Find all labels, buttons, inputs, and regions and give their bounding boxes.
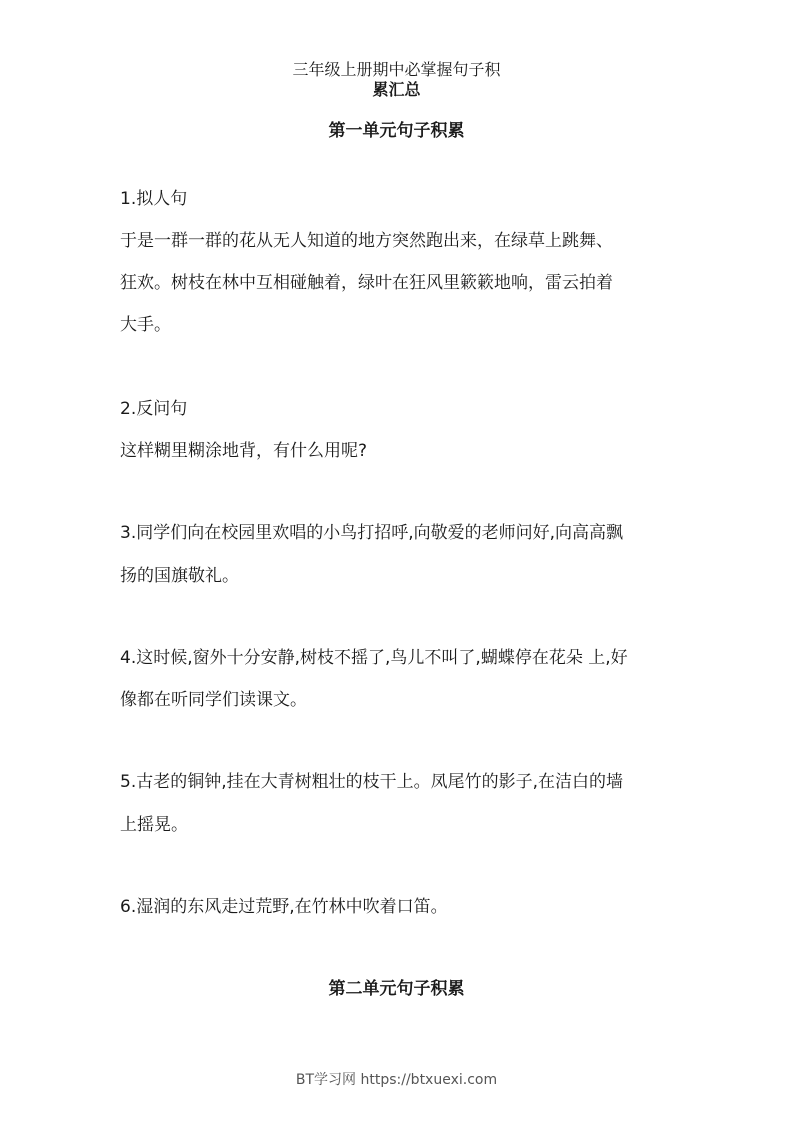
item5-line-2: 上摇晃。 xyxy=(120,815,188,835)
item1-label: 1.拟人句 xyxy=(120,189,188,209)
item1-line-1: 于是一群一群的花从无人知道的地方突然跑出来，在绿草上跳舞、 xyxy=(120,231,613,251)
item3-line-2: 扬的国旗敬礼。 xyxy=(120,566,239,586)
item2-label: 2.反问句 xyxy=(120,399,188,419)
item4-line-2: 像都在听同学们读课文。 xyxy=(120,690,307,710)
item1-line-2: 狂欢。树枝在林中互相碰触着，绿叶在狂风里簌簌地响，雷云拍着 xyxy=(120,273,613,293)
document-title-line-2: 累汇总 xyxy=(372,80,421,99)
item4-line-1: 4.这时候,窗外十分安静,树枝不摇了,鸟儿不叫了,蝴蝶停在花朵 上,好 xyxy=(120,648,628,668)
document-title-line-1: 三年级上册期中必掌握句子积 xyxy=(292,60,501,79)
unit2-heading: 第二单元句子积累 xyxy=(328,979,465,999)
unit1-heading: 第一单元句子积累 xyxy=(328,121,465,141)
item6-line-1: 6.湿润的东风走过荒野,在竹林中吹着口笛。 xyxy=(120,897,448,917)
item5-line-1: 5.古老的铜钟,挂在大青树粗壮的枝干上。凤尾竹的影子,在洁白的墙 xyxy=(120,772,624,792)
item2-line-1: 这样糊里糊涂地背，有什么用呢? xyxy=(120,441,368,461)
item1-line-3: 大手。 xyxy=(120,315,171,335)
item3-line-1: 3.同学们向在校园里欢唱的小鸟打招呼,向敬爱的老师问好,向高高飘 xyxy=(120,523,624,543)
footer-watermark: BT学习网 https://btxuexi.com xyxy=(295,1072,498,1088)
